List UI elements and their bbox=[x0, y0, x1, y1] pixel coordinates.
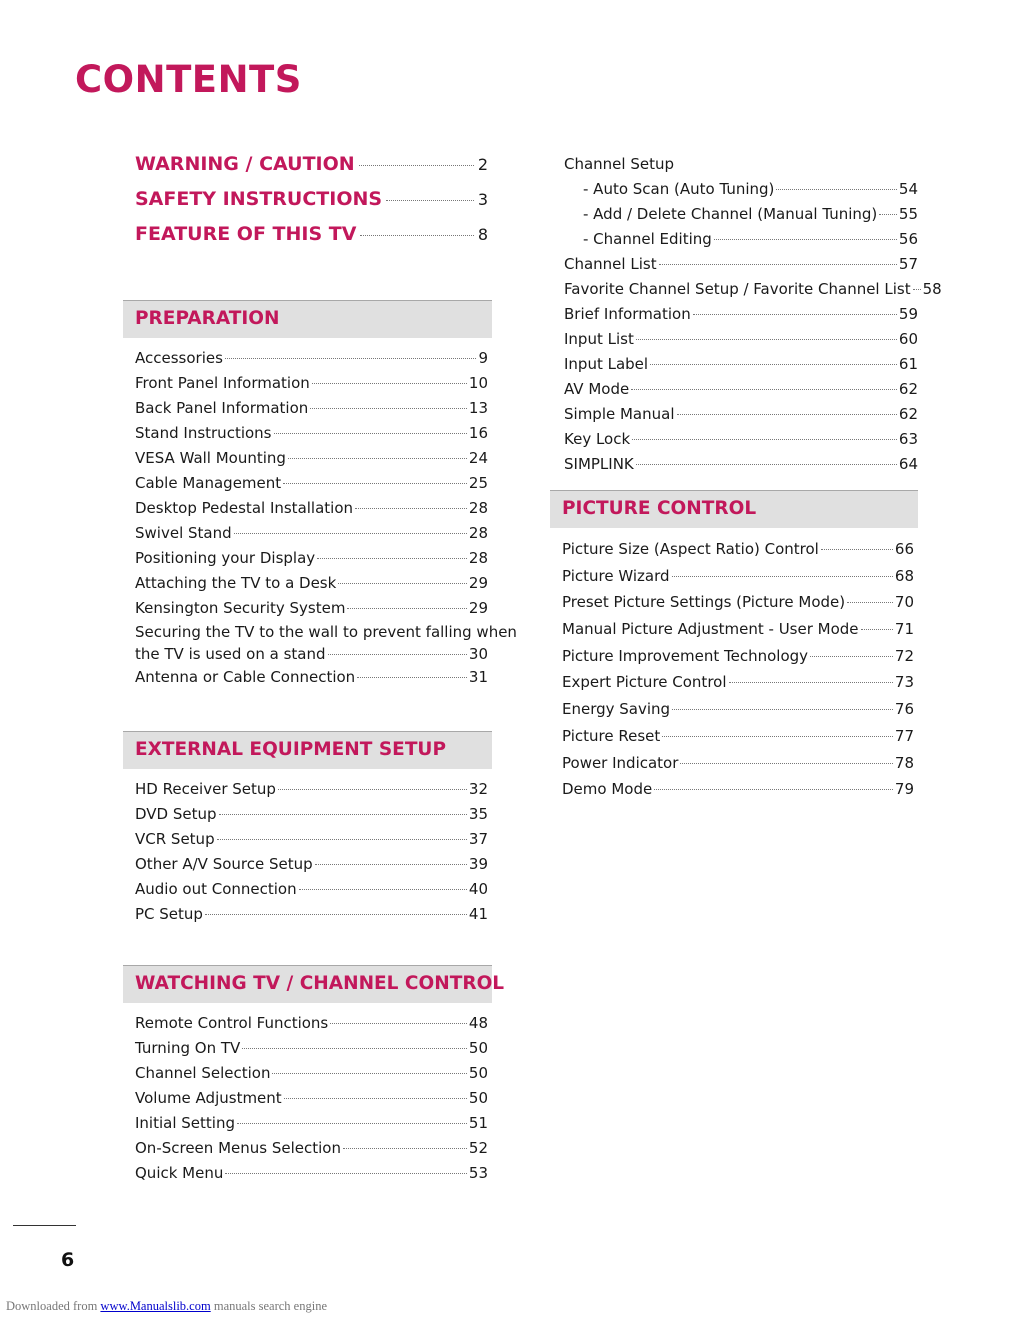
toc-entry-label: Picture Improvement Technology bbox=[562, 646, 809, 665]
toc-entry-label: Demo Mode bbox=[562, 780, 653, 799]
toc-list bbox=[550, 152, 942, 477]
toc-page-number: 51 bbox=[468, 1114, 488, 1132]
dot-leader bbox=[283, 483, 467, 484]
dot-leader bbox=[729, 682, 893, 683]
dot-leader bbox=[328, 654, 467, 655]
toc-link-safety[interactable] bbox=[135, 188, 488, 223]
toc-page-number: 79 bbox=[894, 780, 914, 799]
toc-page-number: 28 bbox=[468, 524, 488, 542]
dot-leader bbox=[338, 583, 467, 584]
dot-leader bbox=[776, 189, 897, 190]
toc-entry-label: Stand Instructions bbox=[135, 424, 272, 442]
toc-page-number: 29 bbox=[468, 599, 488, 617]
toc-page-number: 56 bbox=[898, 230, 918, 248]
toc-entry[interactable] bbox=[564, 152, 918, 177]
toc-entry[interactable] bbox=[135, 471, 488, 496]
toc-entry[interactable] bbox=[562, 669, 914, 696]
dot-leader bbox=[310, 408, 467, 409]
toc-page-number: 24 bbox=[468, 449, 488, 467]
toc-page-number: 78 bbox=[894, 753, 914, 772]
dot-leader bbox=[225, 358, 477, 359]
manualslib-link[interactable]: www.Manualslib.com bbox=[100, 1299, 211, 1313]
toc-entry[interactable] bbox=[135, 371, 488, 396]
toc-entry-label: VESA Wall Mounting bbox=[135, 449, 286, 467]
toc-entry[interactable] bbox=[562, 589, 914, 616]
toc-page-number: 32 bbox=[468, 780, 488, 798]
toc-entry-label: Favorite Channel Setup / Favorite Channel List bbox=[564, 280, 911, 298]
section-heading[interactable]: EXTERNAL EQUIPMENT SETUP bbox=[123, 731, 492, 769]
toc-page-number: 73 bbox=[894, 673, 914, 692]
toc-entry-label: Turning On TV bbox=[135, 1039, 241, 1057]
toc-entry[interactable] bbox=[135, 665, 488, 690]
toc-entry-label: Channel Setup bbox=[564, 155, 675, 173]
toc-entry-label: Antenna or Cable Connection bbox=[135, 668, 356, 686]
toc-page-number: 30 bbox=[468, 645, 488, 663]
toc-entry[interactable] bbox=[562, 563, 914, 590]
toc-entry[interactable] bbox=[135, 1136, 488, 1161]
section-preparation bbox=[123, 300, 517, 690]
toc-entry-label: Attaching the TV to a Desk bbox=[135, 574, 337, 592]
page-title: CONTENTS bbox=[75, 58, 302, 101]
toc-entry[interactable] bbox=[564, 327, 918, 352]
toc-entry[interactable] bbox=[135, 1086, 488, 1111]
toc-page-number: 8 bbox=[477, 225, 488, 244]
section-channel-continued bbox=[550, 152, 942, 477]
toc-entry[interactable] bbox=[562, 536, 914, 563]
toc-entry[interactable] bbox=[564, 277, 942, 302]
toc-entry[interactable] bbox=[564, 302, 918, 327]
toc-entry-label: Securing the TV to the wall to prevent falling when bbox=[135, 623, 517, 641]
toc-entry[interactable] bbox=[135, 1011, 488, 1036]
dot-leader bbox=[357, 677, 467, 678]
toc-entry-label: Simple Manual bbox=[564, 405, 675, 423]
toc-entry[interactable] bbox=[135, 546, 488, 571]
toc-entry-label: Cable Management bbox=[135, 474, 282, 492]
section-heading[interactable]: WATCHING TV / CHANNEL CONTROL bbox=[123, 965, 492, 1003]
toc-entry-label: Preset Picture Settings (Picture Mode) bbox=[562, 593, 846, 612]
dot-leader bbox=[662, 736, 893, 737]
toc-entry-label: the TV is used on a stand bbox=[135, 645, 326, 663]
toc-entry-label: VCR Setup bbox=[135, 830, 215, 848]
section-picture-control bbox=[550, 490, 918, 803]
toc-page-number: 59 bbox=[898, 305, 918, 323]
toc-page-number: 54 bbox=[898, 180, 918, 198]
dot-leader bbox=[636, 339, 897, 340]
toc-page-number: 9 bbox=[478, 349, 488, 367]
toc-entry[interactable] bbox=[135, 496, 488, 521]
footer-rule bbox=[13, 1225, 76, 1226]
toc-page-number: 70 bbox=[894, 593, 914, 612]
toc-entry-label: Accessories bbox=[135, 349, 223, 367]
toc-entry[interactable] bbox=[135, 877, 488, 902]
toc-entry-label: - Auto Scan (Auto Tuning) bbox=[583, 180, 775, 198]
toc-page-number: 48 bbox=[468, 1014, 488, 1032]
toc-entry-label: - Channel Editing bbox=[583, 230, 712, 248]
toc-entry[interactable] bbox=[135, 596, 488, 621]
toc-entry-label: Positioning your Display bbox=[135, 549, 316, 567]
toc-entry[interactable] bbox=[562, 723, 914, 750]
toc-entry[interactable] bbox=[564, 202, 918, 227]
toc-page-number: 25 bbox=[468, 474, 488, 492]
dot-leader bbox=[631, 389, 897, 390]
toc-entry-label: Quick Menu bbox=[135, 1164, 224, 1182]
dot-leader bbox=[330, 1023, 467, 1024]
toc-page-number: 13 bbox=[468, 399, 488, 417]
dot-leader bbox=[861, 629, 893, 630]
toc-entry[interactable] bbox=[135, 421, 488, 446]
toc-entry[interactable] bbox=[135, 1111, 488, 1136]
toc-entry[interactable] bbox=[135, 396, 488, 421]
toc-entry-label: Key Lock bbox=[564, 430, 631, 448]
toc-entry[interactable] bbox=[562, 616, 914, 643]
toc-page-number: 57 bbox=[898, 255, 918, 273]
toc-page-number: 61 bbox=[898, 355, 918, 373]
dot-leader bbox=[347, 608, 466, 609]
toc-page-number: 31 bbox=[468, 668, 488, 686]
dot-leader bbox=[360, 235, 473, 236]
toc-entry-label: HD Receiver Setup bbox=[135, 780, 276, 798]
toc-entry-line2 bbox=[135, 643, 488, 665]
toc-page-number: 16 bbox=[468, 424, 488, 442]
toc-entry-label: Picture Wizard bbox=[562, 566, 670, 585]
section-external-equipment bbox=[123, 731, 492, 927]
dot-leader bbox=[913, 289, 921, 290]
toc-entry[interactable] bbox=[135, 1061, 488, 1086]
toc-page-number: 63 bbox=[898, 430, 918, 448]
dot-leader bbox=[680, 763, 893, 764]
toc-page-number: 62 bbox=[898, 380, 918, 398]
top-links bbox=[135, 153, 488, 258]
toc-page-number: 53 bbox=[468, 1164, 488, 1182]
dot-leader bbox=[312, 383, 467, 384]
toc-entry[interactable] bbox=[135, 446, 488, 471]
toc-list bbox=[123, 1003, 492, 1186]
toc-entry[interactable] bbox=[135, 621, 517, 665]
toc-entry[interactable] bbox=[564, 352, 918, 377]
toc-entry-label: PC Setup bbox=[135, 905, 203, 923]
toc-list bbox=[550, 528, 918, 803]
toc-entry[interactable] bbox=[135, 1036, 488, 1061]
toc-page-number: 35 bbox=[468, 805, 488, 823]
toc-entry-label: Desktop Pedestal Installation bbox=[135, 499, 354, 517]
dot-leader bbox=[237, 1123, 467, 1124]
toc-page-number: 40 bbox=[468, 880, 488, 898]
toc-entry-label: DVD Setup bbox=[135, 805, 217, 823]
dot-leader bbox=[355, 508, 467, 509]
dot-leader bbox=[343, 1148, 467, 1149]
dot-leader bbox=[274, 433, 467, 434]
toc-entry-label: Front Panel Information bbox=[135, 374, 310, 392]
toc-page-number: 28 bbox=[468, 499, 488, 517]
toc-entry-label: Input Label bbox=[564, 355, 649, 373]
toc-entry[interactable] bbox=[135, 852, 488, 877]
toc-page-number: 77 bbox=[894, 726, 914, 745]
toc-entry[interactable] bbox=[564, 452, 918, 477]
dot-leader bbox=[672, 709, 893, 710]
toc-entry-label: Picture Size (Aspect Ratio) Control bbox=[562, 540, 819, 558]
dot-leader bbox=[677, 414, 897, 415]
toc-entry[interactable] bbox=[564, 402, 918, 427]
toc-link-label: FEATURE OF THIS TV bbox=[135, 223, 357, 245]
toc-entry-label: Other A/V Source Setup bbox=[135, 855, 313, 873]
toc-entry[interactable] bbox=[564, 377, 918, 402]
toc-entry-label: Remote Control Functions bbox=[135, 1014, 329, 1032]
toc-entry[interactable] bbox=[564, 227, 918, 252]
toc-page-number: 3 bbox=[477, 190, 488, 209]
toc-page-number: 50 bbox=[468, 1089, 488, 1107]
toc-entry-label: Manual Picture Adjustment - User Mode bbox=[562, 620, 859, 639]
toc-page-number: 39 bbox=[468, 855, 488, 873]
dot-leader bbox=[359, 165, 474, 166]
dot-leader bbox=[242, 1048, 467, 1049]
toc-page-number: 37 bbox=[468, 830, 488, 848]
toc-link-feature[interactable] bbox=[135, 223, 488, 258]
dot-leader bbox=[317, 558, 467, 559]
toc-page-number: 58 bbox=[922, 280, 942, 298]
toc-entry[interactable] bbox=[135, 346, 488, 371]
toc-link-warning[interactable] bbox=[135, 153, 488, 188]
dot-leader bbox=[288, 458, 467, 459]
toc-entry[interactable] bbox=[562, 750, 914, 777]
toc-entry-label: Energy Saving bbox=[562, 700, 671, 719]
toc-entry-label: On-Screen Menus Selection bbox=[135, 1139, 341, 1157]
dot-leader bbox=[217, 839, 467, 840]
dot-leader bbox=[650, 364, 897, 365]
toc-entry[interactable] bbox=[135, 802, 488, 827]
dot-leader bbox=[821, 549, 893, 550]
toc-link-label: WARNING / CAUTION bbox=[135, 153, 355, 175]
toc-page-number: 72 bbox=[894, 646, 914, 665]
toc-entry[interactable] bbox=[135, 827, 488, 852]
toc-entry-label: Channel List bbox=[564, 255, 657, 273]
toc-entry[interactable] bbox=[135, 521, 488, 546]
toc-entry[interactable] bbox=[562, 696, 914, 723]
dot-leader bbox=[659, 264, 897, 265]
toc-entry[interactable] bbox=[564, 177, 918, 202]
dot-leader bbox=[693, 314, 897, 315]
toc-entry-label: Picture Reset bbox=[562, 726, 661, 745]
toc-page-number: 66 bbox=[894, 540, 914, 558]
toc-page-number: 64 bbox=[898, 455, 918, 473]
dot-leader bbox=[636, 464, 897, 465]
dot-leader bbox=[219, 814, 467, 815]
toc-entry-label: Volume Adjustment bbox=[135, 1089, 282, 1107]
dot-leader bbox=[225, 1173, 467, 1174]
toc-entry-label: Power Indicator bbox=[562, 753, 679, 772]
page-number: 6 bbox=[61, 1249, 75, 1271]
dot-leader bbox=[654, 789, 893, 790]
toc-page-number: 71 bbox=[894, 620, 914, 639]
dot-leader bbox=[386, 200, 474, 201]
dot-leader bbox=[714, 239, 897, 240]
toc-entry[interactable] bbox=[564, 427, 918, 452]
toc-page-number: 68 bbox=[894, 566, 914, 585]
section-heading[interactable]: PREPARATION bbox=[123, 300, 492, 338]
toc-page-number: 10 bbox=[468, 374, 488, 392]
dot-leader bbox=[284, 1098, 467, 1099]
toc-entry-label: AV Mode bbox=[564, 380, 630, 398]
dot-leader bbox=[299, 889, 467, 890]
toc-page-number: 28 bbox=[468, 549, 488, 567]
section-watching-tv bbox=[123, 965, 505, 1186]
dot-leader bbox=[272, 1073, 466, 1074]
toc-list bbox=[123, 338, 517, 690]
toc-entry-label: SIMPLINK bbox=[564, 455, 634, 473]
dot-leader bbox=[847, 602, 893, 603]
toc-page-number: 76 bbox=[894, 700, 914, 719]
dot-leader bbox=[879, 214, 897, 215]
toc-entry-label: Brief Information bbox=[564, 305, 691, 323]
toc-page-number: 2 bbox=[477, 155, 488, 174]
download-suffix: manuals search engine bbox=[213, 1299, 327, 1313]
toc-list bbox=[123, 769, 492, 927]
toc-page-number: 50 bbox=[468, 1064, 488, 1082]
download-prefix: Downloaded from bbox=[6, 1299, 98, 1313]
toc-entry-label: - Add / Delete Channel (Manual Tuning) bbox=[583, 205, 878, 223]
toc-entry[interactable] bbox=[562, 776, 914, 803]
toc-entry[interactable] bbox=[135, 1161, 488, 1186]
download-notice bbox=[6, 1299, 327, 1314]
dot-leader bbox=[315, 864, 467, 865]
toc-entry-label: Kensington Security System bbox=[135, 599, 346, 617]
toc-page-number: 55 bbox=[898, 205, 918, 223]
toc-page-number: 41 bbox=[468, 905, 488, 923]
toc-entry[interactable] bbox=[562, 643, 914, 670]
dot-leader bbox=[205, 914, 467, 915]
toc-entry[interactable] bbox=[135, 902, 488, 927]
dot-leader bbox=[672, 576, 893, 577]
dot-leader bbox=[632, 439, 897, 440]
section-heading[interactable]: PICTURE CONTROL bbox=[550, 490, 918, 528]
toc-page-number: 52 bbox=[468, 1139, 488, 1157]
toc-page-number: 62 bbox=[898, 405, 918, 423]
dot-leader bbox=[810, 656, 893, 657]
toc-entry-label: Audio out Connection bbox=[135, 880, 297, 898]
toc-link-label: SAFETY INSTRUCTIONS bbox=[135, 188, 383, 210]
toc-entry-label: Input List bbox=[564, 330, 634, 348]
toc-page-number: 60 bbox=[898, 330, 918, 348]
toc-entry[interactable] bbox=[564, 252, 918, 277]
toc-entry-label: Initial Setting bbox=[135, 1114, 235, 1132]
toc-entry-label: Swivel Stand bbox=[135, 524, 232, 542]
toc-entry-label: Expert Picture Control bbox=[562, 673, 727, 692]
toc-page-number: 29 bbox=[468, 574, 488, 592]
toc-entry[interactable] bbox=[135, 571, 488, 596]
toc-page-number: 50 bbox=[468, 1039, 488, 1057]
toc-entry[interactable] bbox=[135, 777, 488, 802]
toc-entry-label: Channel Selection bbox=[135, 1064, 271, 1082]
toc-entry-label: Back Panel Information bbox=[135, 399, 309, 417]
dot-leader bbox=[278, 789, 467, 790]
dot-leader bbox=[234, 533, 467, 534]
